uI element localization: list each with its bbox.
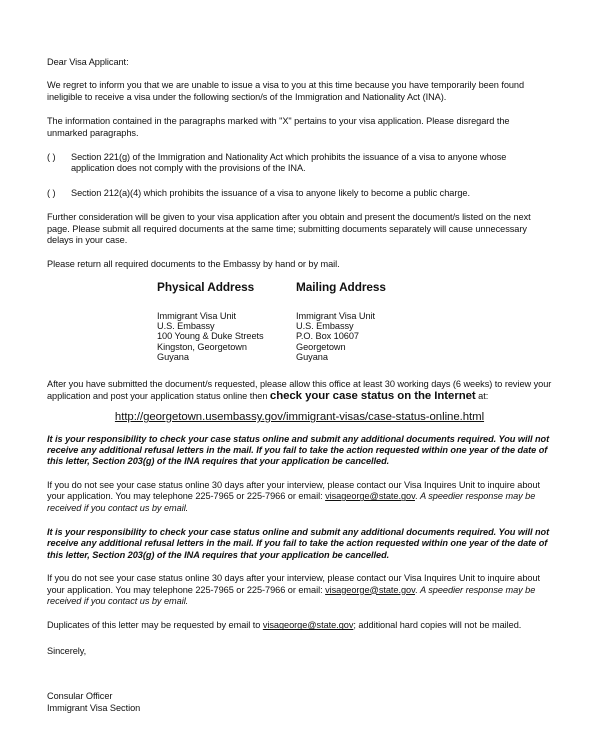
case-status-link[interactable]: http://georgetown.usembassy.gov/immigrant-visas/case-status-online.html <box>114 411 485 424</box>
address-line: 100 Young & Duke Streets <box>157 331 264 342</box>
address-line: Kingston, Georgetown <box>157 341 247 352</box>
address-line: Immigrant Visa Unit <box>296 310 376 321</box>
duplicates-text-end: ; additional hard copies will not be mailed. <box>353 620 522 631</box>
section-text: Section 221(g) of the Immigration and Nationality Act which prohibits the issuance of a visa to anyone whose application does not comply with the provisions of the INA. <box>71 152 507 174</box>
contact-email-note: A speedier response may be received if you contact us by email. <box>47 584 536 607</box>
visa-email-link[interactable]: visageorge@state.gov <box>325 491 415 502</box>
checkbox-marker: ( ) <box>47 152 56 163</box>
physical-address <box>157 280 296 362</box>
duplicates-email-link[interactable]: visageorge@state.gov <box>262 620 354 631</box>
return-documents-paragraph: Please return all required documents to the Embassy by hand or by mail. <box>47 259 340 270</box>
address-line: Guyana <box>157 352 189 363</box>
section-text: Section 212(a)(4) which prohibits the issuance of a visa to anyone likely to become a public charge. <box>71 187 470 198</box>
responsibility-warning-repeat: It is your responsibility to check your case status online and submit any additional documents required. You will not receive any additional refusal letters in the mail. If you fail to take the action requested within one year of the date of this letter, Section 203(g) of the INA requires that your application be cancelled. <box>47 527 550 560</box>
after-submit-paragraph <box>47 379 552 402</box>
section-212a4-item <box>47 188 552 199</box>
after-submit-text: After you have submitted the document/s requested, please allow this office at least 30 working days (6 weeks) to review your application and post your application status online then <box>47 379 552 401</box>
mailing-address-heading: Mailing Address <box>296 279 386 294</box>
section-221g-item <box>47 152 552 175</box>
contact-dot: . <box>414 584 420 595</box>
checkbox-marker: ( ) <box>47 187 56 198</box>
address-line: U.S. Embassy <box>157 321 215 332</box>
contact-paragraph <box>47 480 552 514</box>
mailing-address <box>296 280 435 362</box>
duplicates-paragraph <box>47 620 552 631</box>
signature-title: Consular Officer <box>47 691 113 702</box>
signature-section: Immigrant Visa Section <box>47 702 141 713</box>
after-submit-end: at: <box>475 390 489 401</box>
check-status-emphasis: check your case status on the Internet <box>269 389 476 402</box>
physical-address-heading: Physical Address <box>157 279 255 294</box>
info-paragraph: The information contained in the paragraphs marked with "X" pertains to your visa application. Please disregard the unmarked paragraphs. <box>47 116 510 138</box>
duplicates-text: Duplicates of this letter may be requested by email to <box>47 620 263 631</box>
contact-text: If you do not see your case status online 30 days after your interview, please contact our Visa Inquires Unit to inquire about your application. You may telephone 225-7965 or 225-7966 or email: <box>47 573 541 595</box>
address-line: Immigrant Visa Unit <box>157 310 237 321</box>
visa-email-link[interactable]: visageorge@state.gov <box>325 584 415 595</box>
address-block <box>157 280 552 362</box>
address-line: Guyana <box>296 352 328 363</box>
address-line: U.S. Embassy <box>296 321 354 332</box>
contact-dot: . <box>414 491 420 502</box>
responsibility-warning: It is your responsibility to check your case status online and submit any additional documents required. You will not receive any additional refusal letters in the mail. If you fail to take the action requested within one year of the date of this letter, Section 203(g) of the INA requires that your application be cancelled. <box>47 433 550 467</box>
greeting: Dear Visa Applicant: <box>47 57 129 67</box>
closing: Sincerely, <box>47 645 87 656</box>
address-line: P.O. Box 10607 <box>296 331 359 342</box>
contact-text: If you do not see your case status online 30 days after your interview, please contact our Visa Inquires Unit to inquire about your application. You may telephone 225-7965 or 225-7966 or email: <box>47 479 541 502</box>
contact-email-note: A speedier response may be received if you contact us by email. <box>47 491 536 513</box>
address-line: Georgetown <box>296 341 346 352</box>
intro-paragraph: We regret to inform you that we are unable to issue a visa to you at this time because you have temporarily been found ineligible to receive a visa under the following section/s of the Immigration and Nationality Act (INA). <box>47 80 525 102</box>
contact-paragraph-repeat <box>47 573 552 607</box>
further-consideration-paragraph: Further consideration will be given to your visa application after you obtain and present the document/s listed on the next page. Please submit all required documents at the same time; submitting documents separately will cause unnecessary delays in your case. <box>47 212 531 246</box>
